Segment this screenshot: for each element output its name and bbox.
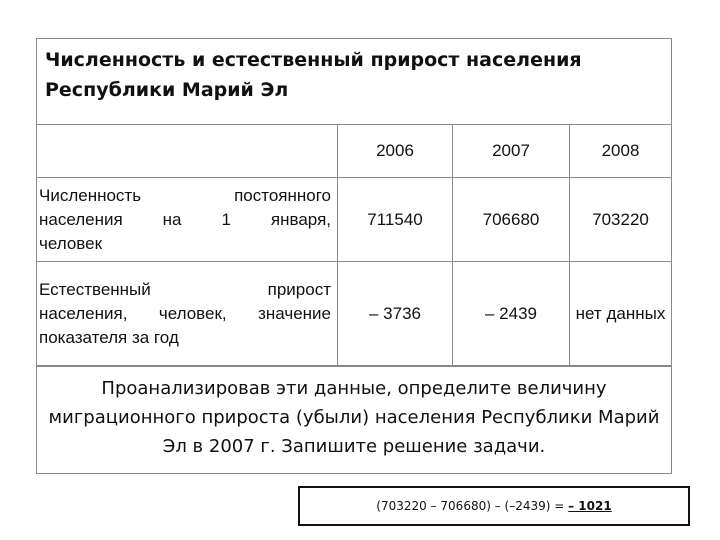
growth-2008: нет данных (570, 262, 672, 367)
table-row (37, 178, 671, 262)
table-header-row (37, 125, 671, 178)
label-line: Естественный прирост (39, 280, 331, 299)
population-2006: 711540 (338, 178, 453, 262)
row-label-population (37, 178, 338, 262)
header-empty-cell (37, 125, 338, 178)
row-label-natural-growth (37, 262, 338, 367)
table-row (37, 262, 671, 367)
label-line: населения на 1 января, (39, 209, 331, 229)
answer-result: – 1021 (568, 499, 612, 513)
year-2006-header: 2006 (338, 125, 453, 178)
year-2007-header: 2007 (453, 125, 570, 178)
label-line: Численность постоянного (39, 185, 331, 205)
answer-expression: (703220 – 706680) – (–2439) = (376, 499, 569, 513)
population-2008: 703220 (570, 178, 672, 262)
page-title: Численность и естественный прирост населения Республики Марий Эл (37, 39, 671, 125)
year-2008-header: 2008 (570, 125, 672, 178)
task-text: Проанализировав эти данные, определите величину миграционного прироста (убыли) населения Республики Марий Эл в 2007 г. Запишите решение задачи. (37, 365, 671, 473)
growth-2006: – 3736 (338, 262, 453, 367)
population-2007: 706680 (453, 178, 570, 262)
label-line: населения, человек, значение (39, 304, 331, 323)
population-table (37, 125, 671, 367)
label-line: человек (39, 233, 103, 253)
growth-2007: – 2439 (453, 262, 570, 367)
label-line: показателя за год (39, 328, 179, 347)
worksheet-frame (36, 38, 672, 474)
answer-box (298, 486, 690, 526)
